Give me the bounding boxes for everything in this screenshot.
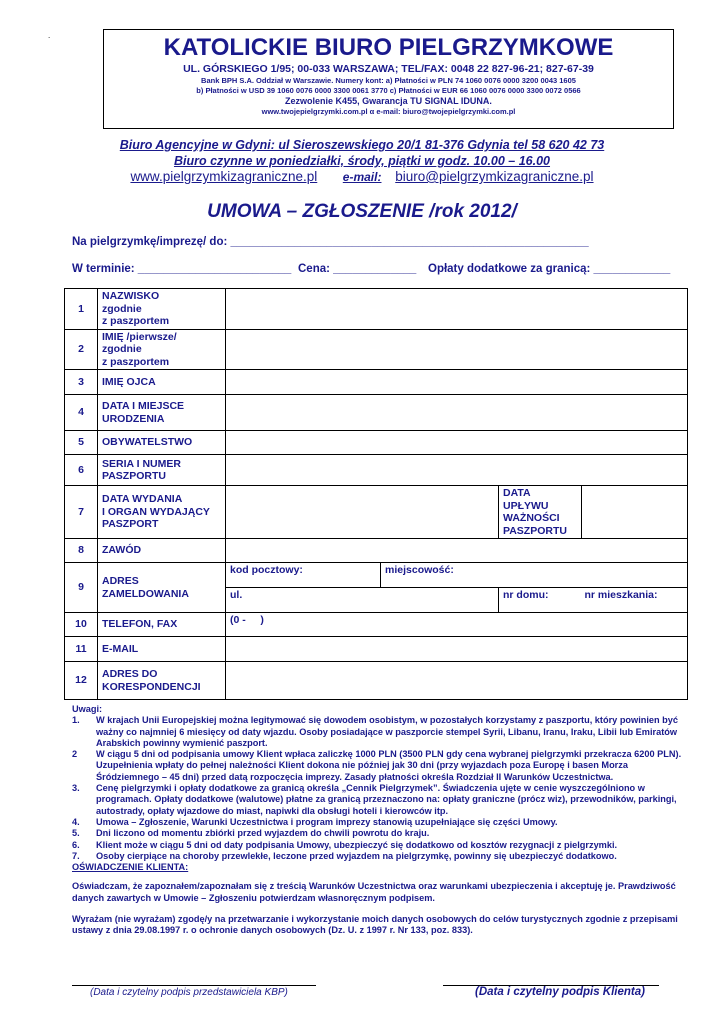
row-label: DATA I MIEJSCE URODZENIA (98, 395, 226, 431)
note-text: Osoby cierpiące na choroby przewlekłe, leczone przed wyjazdem na pielgrzymkę, powinny się ubezpieczyć dodatkowo. (96, 850, 617, 861)
list-item (72, 840, 687, 851)
table-row (65, 431, 688, 455)
row-number: 3 (65, 370, 98, 395)
city-field[interactable] (381, 563, 688, 588)
note-text: Umowa – Zgłoszenie, Warunki Uczestnictwa i program imprezy stanowią uzupełniające się części Umowy. (96, 816, 558, 827)
note-number: 2 (72, 749, 78, 760)
term-field[interactable]: W terminie: ________________________ (72, 263, 292, 275)
bank-accounts: Bank BPH S.A. Oddział w Warszawie. Numery kont: a) Płatności w PLN 74 1060 0076 0000 3200 0043 1605 (201, 75, 576, 85)
website-email: www.twojepielgrzymki.com.pl α e-mail: biuro@twojepielgrzymki.com.pl (261, 107, 516, 116)
row-number: 11 (65, 637, 98, 662)
street-label: ul. (230, 589, 243, 601)
table-row (65, 486, 688, 539)
father-name-input[interactable] (226, 370, 688, 395)
company-title: KATOLICKIE BIURO PIELGRZYMKOWE (163, 34, 614, 61)
note-number: 6. (72, 839, 80, 850)
row-label: ADRES DO KORESPONDENCJI (98, 662, 226, 700)
row-label: E-MAIL (98, 637, 226, 662)
row-number: 6 (65, 455, 98, 486)
note-text: Cenę pielgrzymki i opłaty dodatkowe za granicą określa „Cennik Pielgrzymek”. Świadczenia ujęte w cenie wyszczególniono w programach. Opłaty dodatkowe (walutowe) płatne za granicą przeznaczono na: opłaty graniczne (prócz wiz), przewodników, parkingi, autostrady, opłaty wjazdowe do miast, napiwki dla obsługi hoteli i kierowców itp. (96, 783, 677, 816)
row-number: 10 (65, 613, 98, 637)
consent-text: Wyrażam (nie wyrażam) zgodę/y na przetwarzanie i wykorzystanie moich danych osobowych do celów turystycznych zgodnie z przepisami ustawy z dnia 29.08.1997 r. o ochronie danych osobowych (Dz. U. z 1997 r. Nr 133, poz. 833). (72, 914, 678, 936)
postal-code-field[interactable] (226, 563, 381, 588)
note-text: W ciągu 5 dni od podpisania umowy Klient wpłaca zaliczkę 1000 PLN (3500 PLN gdy cena wybranej pielgrzymki przekracza 6200 PLN). Uzupełnienia wpłaty do pełnej należności Klient dokona nie później jak 30 dni (przy wyjazdach poza Europę i basen Morza Śródziemnego – 45 dni) przed datą rozpoczęcia imprezy. Zasady płatności określa Rozdział II Warunków Uczestnictwa. (96, 749, 682, 782)
company-address: UL. GÓRSKIEGO 1/95; 00-033 WARSZAWA; TEL/FAX: 0048 22 827-96-21; 827-67-39 (183, 63, 594, 75)
note-text: W krajach Unii Europejskiej można legitymować się dowodem osobistym, w pozostałych korzystamy z paszportu, który powinien być ważny co najmniej 6 miesięcy od daty wjazdu. Osoby posiadające w paszporcie stempel Syrii, Libanu, Iranu, Iraku, Libii lub Emiratów Arabskich powinny wymienić paszport. (96, 715, 679, 748)
agency-hours: Biuro czynne w poniedziałki, środy, piątki w godz. 10.00 – 16.00 (173, 154, 551, 168)
table-row (65, 539, 688, 563)
note-number: 1. (72, 715, 80, 726)
table-row (65, 455, 688, 486)
list-item (72, 749, 687, 783)
table-row (65, 370, 688, 395)
row-number: 12 (65, 662, 98, 700)
agency-address: Biuro Agencyjne w Gdyni: ul Sieroszewskiego 20/1 81-376 Gdynia tel 58 620 42 73 (119, 138, 605, 152)
first-name-input[interactable] (226, 329, 688, 370)
agency-contact (60, 169, 664, 184)
note-number: 3. (72, 783, 80, 794)
note-number: 5. (72, 828, 80, 839)
list-item (72, 828, 687, 839)
list-item (72, 851, 687, 862)
row-number: 1 (65, 289, 98, 330)
declaration-heading: OŚWIADCZENIE KLIENTA: (72, 862, 189, 873)
row-number: 2 (65, 329, 98, 370)
citizenship-input[interactable] (226, 431, 688, 455)
notes-heading: Uwagi: (72, 704, 103, 714)
row-label: TELEFON, FAX (98, 613, 226, 637)
price-field[interactable]: Cena: _____________ (298, 263, 417, 275)
email-label: e-mail: (342, 170, 382, 184)
occupation-input[interactable] (226, 539, 688, 563)
city-label: miejscowość: (385, 564, 454, 576)
row-label: IMIĘ OJCA (98, 370, 226, 395)
note-number: 7. (72, 850, 80, 861)
row-label: ZAWÓD (98, 539, 226, 563)
table-row (65, 613, 688, 637)
table-row (65, 637, 688, 662)
table-row (65, 395, 688, 431)
house-label: nr domu: (503, 589, 549, 601)
note-text: Dni liczono od momentu zbiórki przed wyjazdem do chwili powrotu do kraju. (96, 828, 430, 839)
passport-number-input[interactable] (226, 455, 688, 486)
passport-issue-input[interactable] (226, 486, 499, 539)
row-label: DATA WYDANIA I ORGAN WYDAJĄCY PASZPORT (98, 486, 226, 539)
notes-section (72, 704, 687, 937)
postal-code-label: kod pocztowy: (230, 564, 303, 576)
correspondence-input[interactable] (226, 662, 688, 700)
phone-input[interactable] (226, 613, 688, 637)
house-flat-field[interactable] (499, 588, 688, 613)
list-item (72, 817, 687, 828)
row-number: 9 (65, 563, 98, 613)
list-item (72, 715, 687, 749)
website-link[interactable]: www.pielgrzymkizagraniczne.pl (130, 169, 318, 184)
surname-label: NAZWISKO zgodnie z paszportem (102, 290, 170, 327)
signature-caption-right: (Data i czytelny podpis Klienta) (475, 986, 645, 998)
row-number: 5 (65, 431, 98, 455)
flat-label: nr mieszkania: (584, 589, 658, 601)
declaration-text: Oświadczam, że zapoznałem/zapoznałam się z treścią Warunków Uczestnictwa oraz warunkami ubezpieczenia i akceptuję je. Prawdziwość danych zawartych w Umowie – Zgłoszeniu potwierdzam własnoręcznym podpisem. (72, 881, 676, 903)
row-label: IMIĘ /pierwsze/ zgodnie z paszportem (98, 329, 226, 370)
page-title: UMOWA – ZGŁOSZENIE /rok 2012/ (207, 201, 517, 222)
fees-field[interactable]: Opłaty dodatkowe za granicą: ____________ (428, 263, 671, 275)
signature-caption-left: (Data i czytelny podpis przedstawiciela KBP) (90, 987, 288, 998)
passport-expiry-label: DATA UPŁYWU WAŻNOŚCI PASZPORTU (499, 486, 582, 539)
surname-input[interactable] (226, 289, 688, 330)
destination-field[interactable]: Na pielgrzymkę/imprezę/ do: ________________________________________________________ (72, 236, 589, 248)
row-label: ADRES ZAMELDOWANIA (98, 563, 226, 613)
passport-expiry-input[interactable] (582, 486, 688, 539)
table-row (65, 563, 688, 588)
row-label: SERIA I NUMER PASZPORTU (98, 455, 226, 486)
permit-info: Zezwolenie K455, Gwarancja TU SIGNAL IDUNA. (285, 95, 492, 106)
row-number: 8 (65, 539, 98, 563)
row-number: 4 (65, 395, 98, 431)
signature-line-left[interactable] (72, 985, 316, 986)
table-row (65, 662, 688, 700)
corner-mark: . (48, 31, 51, 40)
note-number: 4. (72, 816, 80, 827)
table-row (65, 289, 688, 330)
row-label (98, 289, 226, 330)
row-label: OBYWATELSTWO (98, 431, 226, 455)
list-item (72, 783, 687, 817)
street-field[interactable] (226, 588, 499, 613)
row-number: 7 (65, 486, 98, 539)
email-input[interactable] (226, 637, 688, 662)
note-text: Klient może w ciągu 5 dni od daty podpisania Umowy, ubezpieczyć się dodatkowo od kosztów rezygnacji z pielgrzymki. (96, 839, 618, 850)
bank-accounts-2: b) Płatności w USD 39 1060 0076 0000 3300 0061 3770 c) Płatności w EUR 66 1060 0076 0000 3300 0072 0566 (196, 85, 581, 95)
table-row (65, 329, 688, 370)
birth-input[interactable] (226, 395, 688, 431)
participant-form-table (64, 288, 688, 700)
email-link[interactable]: biuro@pielgrzymkizagraniczne.pl (395, 169, 594, 184)
phone-prefix: (0 - ) (230, 614, 264, 626)
letterhead (103, 29, 674, 129)
